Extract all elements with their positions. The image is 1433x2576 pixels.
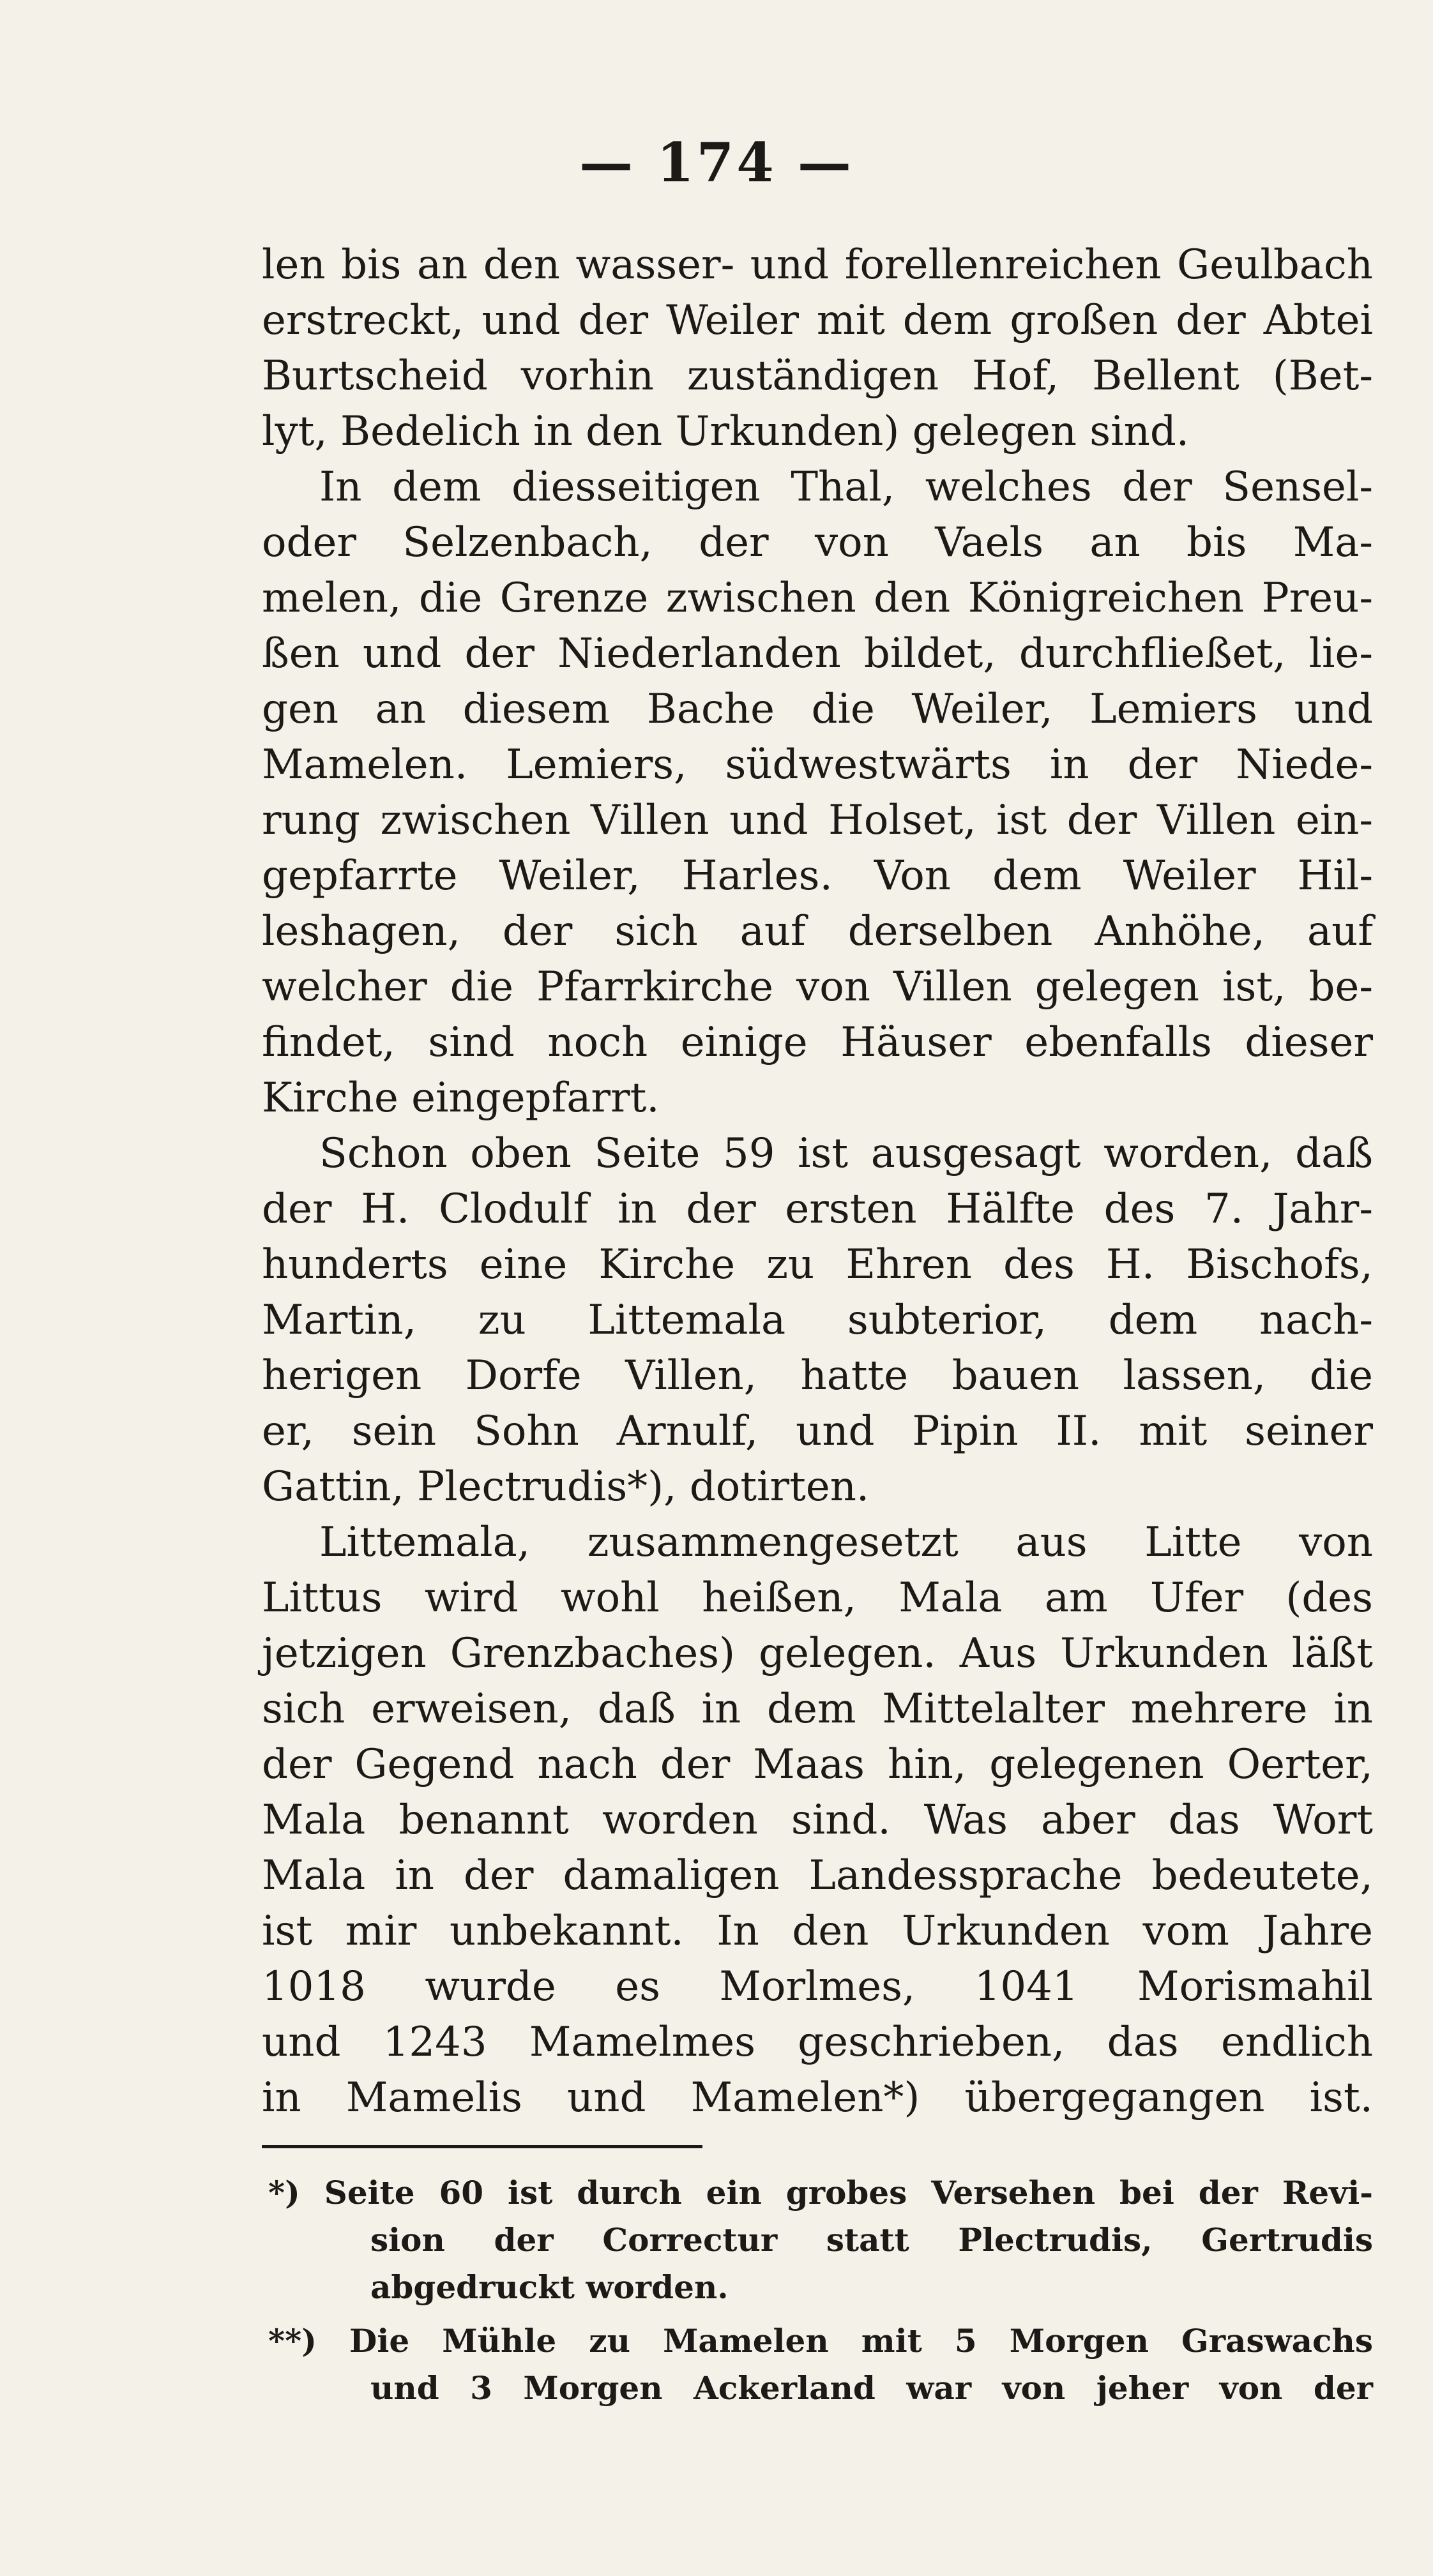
text-line-11: rung zwischen Villen und Holset, ist der Villen ein-	[262, 797, 1373, 844]
text-line-14: welcher die Pfarrkirche von Villen gelegen ist, be-	[262, 963, 1373, 1011]
text-line-19: hunderts eine Kirche zu Ehren des H. Bischofs,	[262, 1241, 1373, 1288]
text-line-7: melen, die Grenze zwischen den Königreichen Preu-	[262, 575, 1373, 622]
text-line-1: len bis an den wasser- und forellenreichen Geulbach	[262, 241, 1373, 289]
text-line-18: der H. Clodulf in der ersten Hälfte des 7. Jahr-	[262, 1186, 1373, 1233]
text-line-25: Littus wird wohl heißen, Mala am Ufer (des	[262, 1574, 1373, 1622]
text-line-20: Martin, zu Littemala subterior, dem nach-	[262, 1297, 1373, 1344]
footnote-2-line-2: und 3 Morgen Ackerland war von jeher von der	[370, 2369, 1373, 2407]
text-line-23: Gattin, Plectrudis*), dotirten.	[262, 1463, 870, 1510]
text-line-31: ist mir unbekannt. In den Urkunden vom Jahre	[262, 1908, 1373, 1955]
text-line-2: erstreckt, und der Weiler mit dem großen der Abtei	[262, 297, 1373, 344]
text-line-32: 1018 wurde es Morlmes, 1041 Morismahil	[262, 1963, 1373, 2010]
text-line-22: er, sein Sohn Arnulf, und Pipin II. mit seiner	[262, 1408, 1373, 1455]
text-line-5: In dem diesseitigen Thal, welches der Sensel-	[319, 463, 1373, 511]
page-number: — 174 —	[579, 131, 854, 194]
text-line-33: und 1243 Mamelmes geschrieben, das endlich	[262, 2019, 1373, 2066]
text-line-13: leshagen, der sich auf derselben Anhöhe, auf	[262, 908, 1373, 955]
text-line-21: herigen Dorfe Villen, hatte bauen lassen, die	[262, 1352, 1373, 1399]
text-line-9: gen an diesem Bache die Weiler, Lemiers und	[262, 686, 1373, 733]
text-line-27: sich erweisen, daß in dem Mittelalter mehrere in	[262, 1685, 1373, 1733]
text-line-29: Mala benannt worden sind. Was aber das Wort	[262, 1796, 1373, 1844]
footnote-1-line-2: sion der Correctur statt Plectrudis, Gertrudis	[370, 2221, 1373, 2259]
text-line-15: findet, sind noch einige Häuser ebenfalls dieser	[262, 1019, 1373, 1066]
text-line-16: Kirche eingepfarrt.	[262, 1074, 660, 1122]
footnote-1-line-3: abgedruckt worden.	[370, 2268, 729, 2306]
text-line-3: Burtscheid vorhin zuständigen Hof, Bellent (Bet-	[262, 352, 1373, 400]
text-line-17: Schon oben Seite 59 ist ausgesagt worden, daß	[319, 1130, 1373, 1177]
text-line-28: der Gegend nach der Maas hin, gelegenen Oerter,	[262, 1741, 1373, 1788]
text-line-8: ßen und der Niederlanden bildet, durchfließet, lie-	[262, 630, 1373, 677]
text-line-26: jetzigen Grenzbaches) gelegen. Aus Urkunden läßt	[262, 1630, 1373, 1677]
text-line-30: Mala in der damaligen Landessprache bedeutete,	[262, 1852, 1373, 1899]
footnote-2-line-1: **) Die Mühle zu Mamelen mit 5 Morgen Graswachs	[268, 2322, 1373, 2360]
footnote-divider	[262, 2145, 702, 2148]
text-line-34: in Mamelis und Mamelen*) übergegangen ist.	[262, 2074, 1373, 2121]
text-line-12: gepfarrte Weiler, Harles. Von dem Weiler Hil-	[262, 852, 1373, 900]
text-line-24: Littemala, zusammengesetzt aus Litte von	[319, 1519, 1373, 1566]
footnote-1-line-1: *) Seite 60 ist durch ein grobes Versehen bei der Revi-	[268, 2174, 1373, 2211]
text-line-4: lyt, Bedelich in den Urkunden) gelegen sind.	[262, 408, 1190, 455]
text-line-6: oder Selzenbach, der von Vaels an bis Ma-	[262, 519, 1373, 566]
text-line-10: Mamelen. Lemiers, südwestwärts in der Niede-	[262, 741, 1373, 788]
